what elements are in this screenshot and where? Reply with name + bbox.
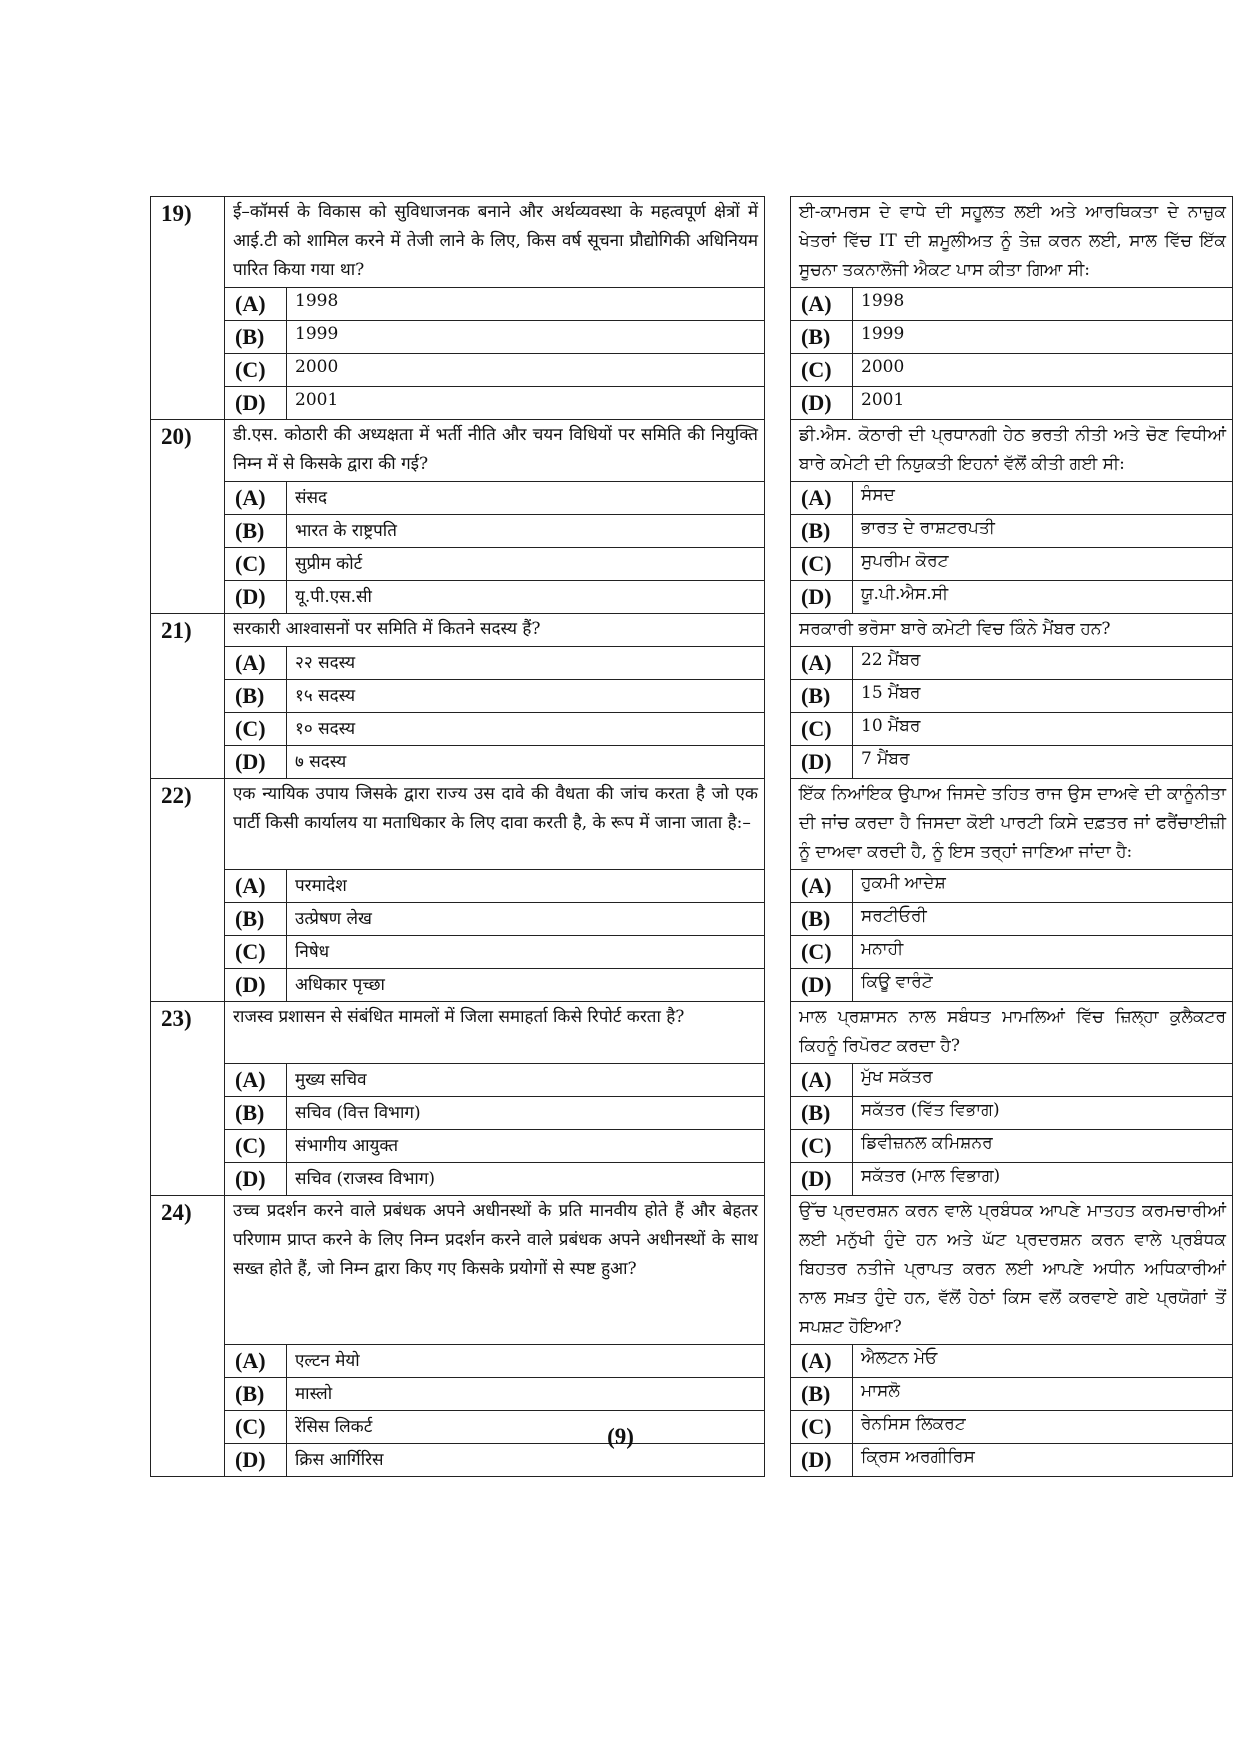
question-number: 23) — [151, 1002, 225, 1196]
option-row — [151, 581, 1233, 614]
option-row — [151, 1130, 1233, 1163]
option-letter: (A) — [225, 482, 287, 515]
option-row — [151, 1163, 1233, 1196]
option-letter: (D) — [225, 387, 287, 420]
option-text-hindi: 2001 — [287, 387, 765, 420]
option-letter: (A) — [225, 1064, 287, 1097]
option-letter: (C) — [791, 1411, 853, 1444]
option-text-hindi: १५ सदस्य — [287, 680, 765, 713]
option-row — [151, 387, 1233, 420]
option-row — [151, 1378, 1233, 1411]
option-text-hindi: सुप्रीम कोर्ट — [287, 548, 765, 581]
option-text-punjabi: 1999 — [853, 321, 1233, 354]
option-text-hindi: 2000 — [287, 354, 765, 387]
option-letter: (B) — [791, 515, 853, 548]
option-text-punjabi: ਮੁੱਖ ਸਕੱਤਰ — [853, 1064, 1233, 1097]
option-letter: (A) — [791, 647, 853, 680]
option-text-hindi: भारत के राष्ट्रपति — [287, 515, 765, 548]
option-text-punjabi: ਯੂ.ਪੀ.ਐਸ.ਸੀ — [853, 581, 1233, 614]
question-number: 21) — [151, 614, 225, 779]
option-letter: (C) — [225, 1411, 287, 1444]
option-letter: (B) — [225, 1378, 287, 1411]
question-text-punjabi: ਸਰਕਾਰੀ ਭਰੋਸਾ ਬਾਰੇ ਕਮੇਟੀ ਵਿਚ ਕਿੰਨੇ ਮੈਂਬਰ ਹਨ? — [791, 614, 1233, 647]
option-text-punjabi: ਕਿਊ ਵਾਰੰਟੋ — [853, 969, 1233, 1002]
option-text-punjabi: ਸਰਟੀਓਰੀ — [853, 903, 1233, 936]
option-text-punjabi: 1998 — [853, 288, 1233, 321]
question-text-punjabi: ਇੱਕ ਨਿਆਂਇਕ ਉਪਾਅ ਜਿਸਦੇ ਤਹਿਤ ਰਾਜ ਉਸ ਦਾਅਵੇ ਦੀ ਕਾਨੂੰਨੀਤਾ ਦੀ ਜਾਂਚ ਕਰਦਾ ਹੈ ਜਿਸਦਾ ਕੋਈ ਪਾਰਟੀ ਕਿਸੇ ਦਫ਼ਤਰ ਜਾਂ ਫਰੈਂਚਾਈਜ਼ੀ ਨੂੰ ਦਾਅਵਾ ਕਰਦੀ ਹੈ, ਨੂੰ ਇਸ ਤਰ੍ਹਾਂ ਜਾਣਿਆ ਜਾਂਦਾ ਹੈ: — [791, 779, 1233, 870]
column-gap — [765, 420, 791, 614]
option-letter: (D) — [225, 969, 287, 1002]
option-letter: (B) — [791, 1097, 853, 1130]
column-gap — [765, 1002, 791, 1196]
option-text-hindi: एल्टन मेयो — [287, 1345, 765, 1378]
option-row — [151, 548, 1233, 581]
question-text-hindi: डी.एस. कोठारी की अध्यक्षता में भर्ती नीति और चयन विधियों पर समिति की नियुक्ति निम्न में से किसके द्वारा की गई? — [225, 420, 765, 482]
option-text-punjabi: ਹੁਕਮੀ ਆਦੇਸ਼ — [853, 870, 1233, 903]
option-letter: (A) — [225, 870, 287, 903]
option-row — [151, 680, 1233, 713]
option-text-hindi: मास्लो — [287, 1378, 765, 1411]
question-text-punjabi: ਮਾਲ ਪ੍ਰਸ਼ਾਸਨ ਨਾਲ ਸਬੰਧਤ ਮਾਮਲਿਆਂ ਵਿੱਚ ਜ਼ਿਲ੍ਹਾ ਕੁਲੈਕਟਰ ਕਿਹਨੂੰ ਰਿਪੋਰਟ ਕਰਦਾ ਹੈ? — [791, 1002, 1233, 1064]
option-text-hindi: रेंसिस लिकर्ट — [287, 1411, 765, 1444]
option-letter: (A) — [791, 288, 853, 321]
option-letter: (D) — [791, 969, 853, 1002]
question-text-hindi: सरकारी आश्वासनों पर समिति में कितने सदस्य हैं? — [225, 614, 765, 647]
question-row — [151, 614, 1233, 647]
option-text-punjabi: ਐਲਟਨ ਮੇਓ — [853, 1345, 1233, 1378]
column-gap — [765, 614, 791, 779]
column-gap — [765, 197, 791, 420]
option-row — [151, 969, 1233, 1002]
option-letter: (B) — [225, 1097, 287, 1130]
question-row — [151, 1002, 1233, 1064]
option-text-punjabi: ਡਿਵੀਜ਼ਨਲ ਕਮਿਸ਼ਨਰ — [853, 1130, 1233, 1163]
option-text-punjabi: ਰੇਨਸਿਸ ਲਿਕਰਟ — [853, 1411, 1233, 1444]
option-text-hindi: उत्प्रेषण लेख — [287, 903, 765, 936]
option-text-punjabi: ਸੰਸਦ — [853, 482, 1233, 515]
option-letter: (B) — [225, 680, 287, 713]
option-text-punjabi: ਸੁਪਰੀਮ ਕੋਰਟ — [853, 548, 1233, 581]
option-row — [151, 288, 1233, 321]
option-letter: (B) — [791, 903, 853, 936]
option-row — [151, 870, 1233, 903]
option-text-punjabi: ਮਨਾਹੀ — [853, 936, 1233, 969]
option-text-hindi: 1998 — [287, 288, 765, 321]
question-text-hindi: उच्च प्रदर्शन करने वाले प्रबंधक अपने अधीनस्थों के प्रति मानवीय होते हैं और बेहतर परिणाम प्राप्त करने के लिए निम्न प्रदर्शन करने वाले प्रबंधक अपने अधीनस्थों के साथ सख्त होते हैं, जो निम्न द्वारा किए गए किसके प्रयोगों से स्पष्ट हुआ? — [225, 1196, 765, 1345]
option-letter: (D) — [791, 1163, 853, 1196]
option-letter: (A) — [791, 870, 853, 903]
option-letter: (B) — [225, 321, 287, 354]
option-text-punjabi: ਸਕੱਤਰ (ਮਾਲ ਵਿਭਾਗ) — [853, 1163, 1233, 1196]
question-text-hindi: राजस्व प्रशासन से संबंधित मामलों में जिला समाहर्ता किसे रिपोर्ट करता है? — [225, 1002, 765, 1064]
option-row — [151, 713, 1233, 746]
option-text-punjabi: ਮਾਸਲੋ — [853, 1378, 1233, 1411]
option-text-punjabi: 22 ਮੈਂਬਰ — [853, 647, 1233, 680]
option-text-hindi: सचिव (राजस्व विभाग) — [287, 1163, 765, 1196]
option-text-hindi: 1999 — [287, 321, 765, 354]
option-row — [151, 1345, 1233, 1378]
option-text-punjabi: 10 ਮੈਂਬਰ — [853, 713, 1233, 746]
question-text-punjabi: ਈ-ਕਾਮਰਸ ਦੇ ਵਾਧੇ ਦੀ ਸਹੂਲਤ ਲਈ ਅਤੇ ਆਰਥਿਕਤਾ ਦੇ ਨਾਜ਼ੁਕ ਖੇਤਰਾਂ ਵਿੱਚ IT ਦੀ ਸ਼ਮੂਲੀਅਤ ਨੂੰ ਤੇਜ਼ ਕਰਨ ਲਈ, ਸਾਲ ਵਿੱਚ ਇੱਕ ਸੂਚਨਾ ਤਕਨਾਲੋਜੀ ਐਕਟ ਪਾਸ ਕੀਤਾ ਗਿਆ ਸੀ: — [791, 197, 1233, 288]
option-text-hindi: १० सदस्य — [287, 713, 765, 746]
option-letter: (C) — [225, 548, 287, 581]
option-row — [151, 1064, 1233, 1097]
question-row — [151, 1196, 1233, 1345]
option-row — [151, 936, 1233, 969]
option-letter: (C) — [791, 354, 853, 387]
option-text-hindi: मुख्य सचिव — [287, 1064, 765, 1097]
option-letter: (B) — [791, 680, 853, 713]
option-text-punjabi: ਭਾਰਤ ਦੇ ਰਾਸ਼ਟਰਪਤੀ — [853, 515, 1233, 548]
question-text-hindi: एक न्यायिक उपाय जिसके द्वारा राज्य उस दावे की वैधता की जांच करता है जो एक पार्टी किसी कार्यालय या मताधिकार के लिए दावा करती है, के रूप में जाना जाता है:– — [225, 779, 765, 870]
option-letter: (A) — [791, 482, 853, 515]
option-letter: (A) — [791, 1064, 853, 1097]
option-text-hindi: अधिकार पृच्छा — [287, 969, 765, 1002]
option-text-punjabi: 7 ਮੈਂਬਰ — [853, 746, 1233, 779]
option-letter: (A) — [225, 647, 287, 680]
question-text-punjabi: ਉੱਚ ਪ੍ਰਦਰਸ਼ਨ ਕਰਨ ਵਾਲੇ ਪ੍ਰਬੰਧਕ ਆਪਣੇ ਮਾਤਹਤ ਕਰਮਚਾਰੀਆਂ ਲਈ ਮਨੁੱਖੀ ਹੁੰਦੇ ਹਨ ਅਤੇ ਘੱਟ ਪ੍ਰਦਰਸ਼ਨ ਕਰਨ ਵਾਲੇ ਪ੍ਰਬੰਧਕ ਬਿਹਤਰ ਨਤੀਜੇ ਪ੍ਰਾਪਤ ਕਰਨ ਲਈ ਆਪਣੇ ਅਧੀਨ ਅਧਿਕਾਰੀਆਂ ਨਾਲ ਸਖ਼ਤ ਹੁੰਦੇ ਹਨ, ਵੱਲੋਂ ਹੇਠਾਂ ਕਿਸ ਵਲੋਂ ਕਰਵਾਏ ਗਏ ਪ੍ਰਯੋਗਾਂ ਤੋਂ ਸਪਸ਼ਟ ਹੋਇਆ? — [791, 1196, 1233, 1345]
question-text-hindi: ई–कॉमर्स के विकास को सुविधाजनक बनाने और अर्थव्यवस्था के महत्वपूर्ण क्षेत्रों में आई.टी को शामिल करने में तेजी लाने के लिए, किस वर्ष सूचना प्रौद्योगिकी अधिनियम पारित किया गया था? — [225, 197, 765, 288]
option-letter: (C) — [791, 936, 853, 969]
option-text-hindi: निषेध — [287, 936, 765, 969]
option-text-hindi: ७ सदस्य — [287, 746, 765, 779]
option-text-hindi: यू.पी.एस.सी — [287, 581, 765, 614]
option-text-hindi: २२ सदस्य — [287, 647, 765, 680]
page-number: (9) — [607, 1424, 634, 1449]
option-letter: (A) — [791, 1345, 853, 1378]
option-text-hindi: क्रिस आर्गिरिस — [287, 1444, 765, 1477]
option-row — [151, 354, 1233, 387]
option-text-hindi: संभागीय आयुक्त — [287, 1130, 765, 1163]
option-letter: (D) — [225, 746, 287, 779]
option-letter: (D) — [791, 387, 853, 420]
option-letter: (B) — [225, 515, 287, 548]
option-letter: (D) — [791, 746, 853, 779]
option-row — [151, 482, 1233, 515]
question-row — [151, 779, 1233, 870]
question-row — [151, 420, 1233, 482]
option-text-hindi: संसद — [287, 482, 765, 515]
question-number: 19) — [151, 197, 225, 420]
option-letter: (D) — [225, 1163, 287, 1196]
option-text-punjabi: 2000 — [853, 354, 1233, 387]
option-letter: (C) — [791, 1130, 853, 1163]
question-number: 20) — [151, 420, 225, 614]
option-text-punjabi: 15 ਮੈਂਬਰ — [853, 680, 1233, 713]
questions-table — [150, 196, 1233, 1477]
question-number: 24) — [151, 1196, 225, 1477]
question-text-punjabi: ਡੀ.ਐਸ. ਕੋਠਾਰੀ ਦੀ ਪ੍ਰਧਾਨਗੀ ਹੇਠ ਭਰਤੀ ਨੀਤੀ ਅਤੇ ਚੋਣ ਵਿਧੀਆਂ ਬਾਰੇ ਕਮੇਟੀ ਦੀ ਨਿਯੁਕਤੀ ਇਹਨਾਂ ਵੱਲੋਂ ਕੀਤੀ ਗਈ ਸੀ: — [791, 420, 1233, 482]
option-letter: (C) — [225, 354, 287, 387]
option-letter: (C) — [791, 713, 853, 746]
option-letter: (D) — [791, 581, 853, 614]
option-letter: (B) — [225, 903, 287, 936]
option-letter: (D) — [225, 581, 287, 614]
question-row — [151, 197, 1233, 288]
option-row — [151, 746, 1233, 779]
option-text-hindi: सचिव (वित्त विभाग) — [287, 1097, 765, 1130]
option-row — [151, 1097, 1233, 1130]
option-letter: (C) — [225, 936, 287, 969]
option-text-punjabi: ਕ੍ਰਿਸ ਅਰਗੀਰਿਸ — [853, 1444, 1233, 1477]
option-letter: (C) — [791, 548, 853, 581]
option-text-hindi: परमादेश — [287, 870, 765, 903]
option-letter: (C) — [225, 1130, 287, 1163]
option-row — [151, 903, 1233, 936]
option-text-punjabi: 2001 — [853, 387, 1233, 420]
option-letter: (A) — [225, 288, 287, 321]
option-letter: (C) — [225, 713, 287, 746]
option-letter: (B) — [791, 321, 853, 354]
column-gap — [765, 779, 791, 1002]
option-row — [151, 647, 1233, 680]
option-row — [151, 321, 1233, 354]
option-letter: (D) — [791, 1444, 853, 1477]
option-letter: (B) — [791, 1378, 853, 1411]
option-row — [151, 515, 1233, 548]
option-letter: (D) — [225, 1444, 287, 1477]
question-number: 22) — [151, 779, 225, 1002]
option-text-punjabi: ਸਕੱਤਰ (ਵਿੱਤ ਵਿਭਾਗ) — [853, 1097, 1233, 1130]
option-letter: (A) — [225, 1345, 287, 1378]
